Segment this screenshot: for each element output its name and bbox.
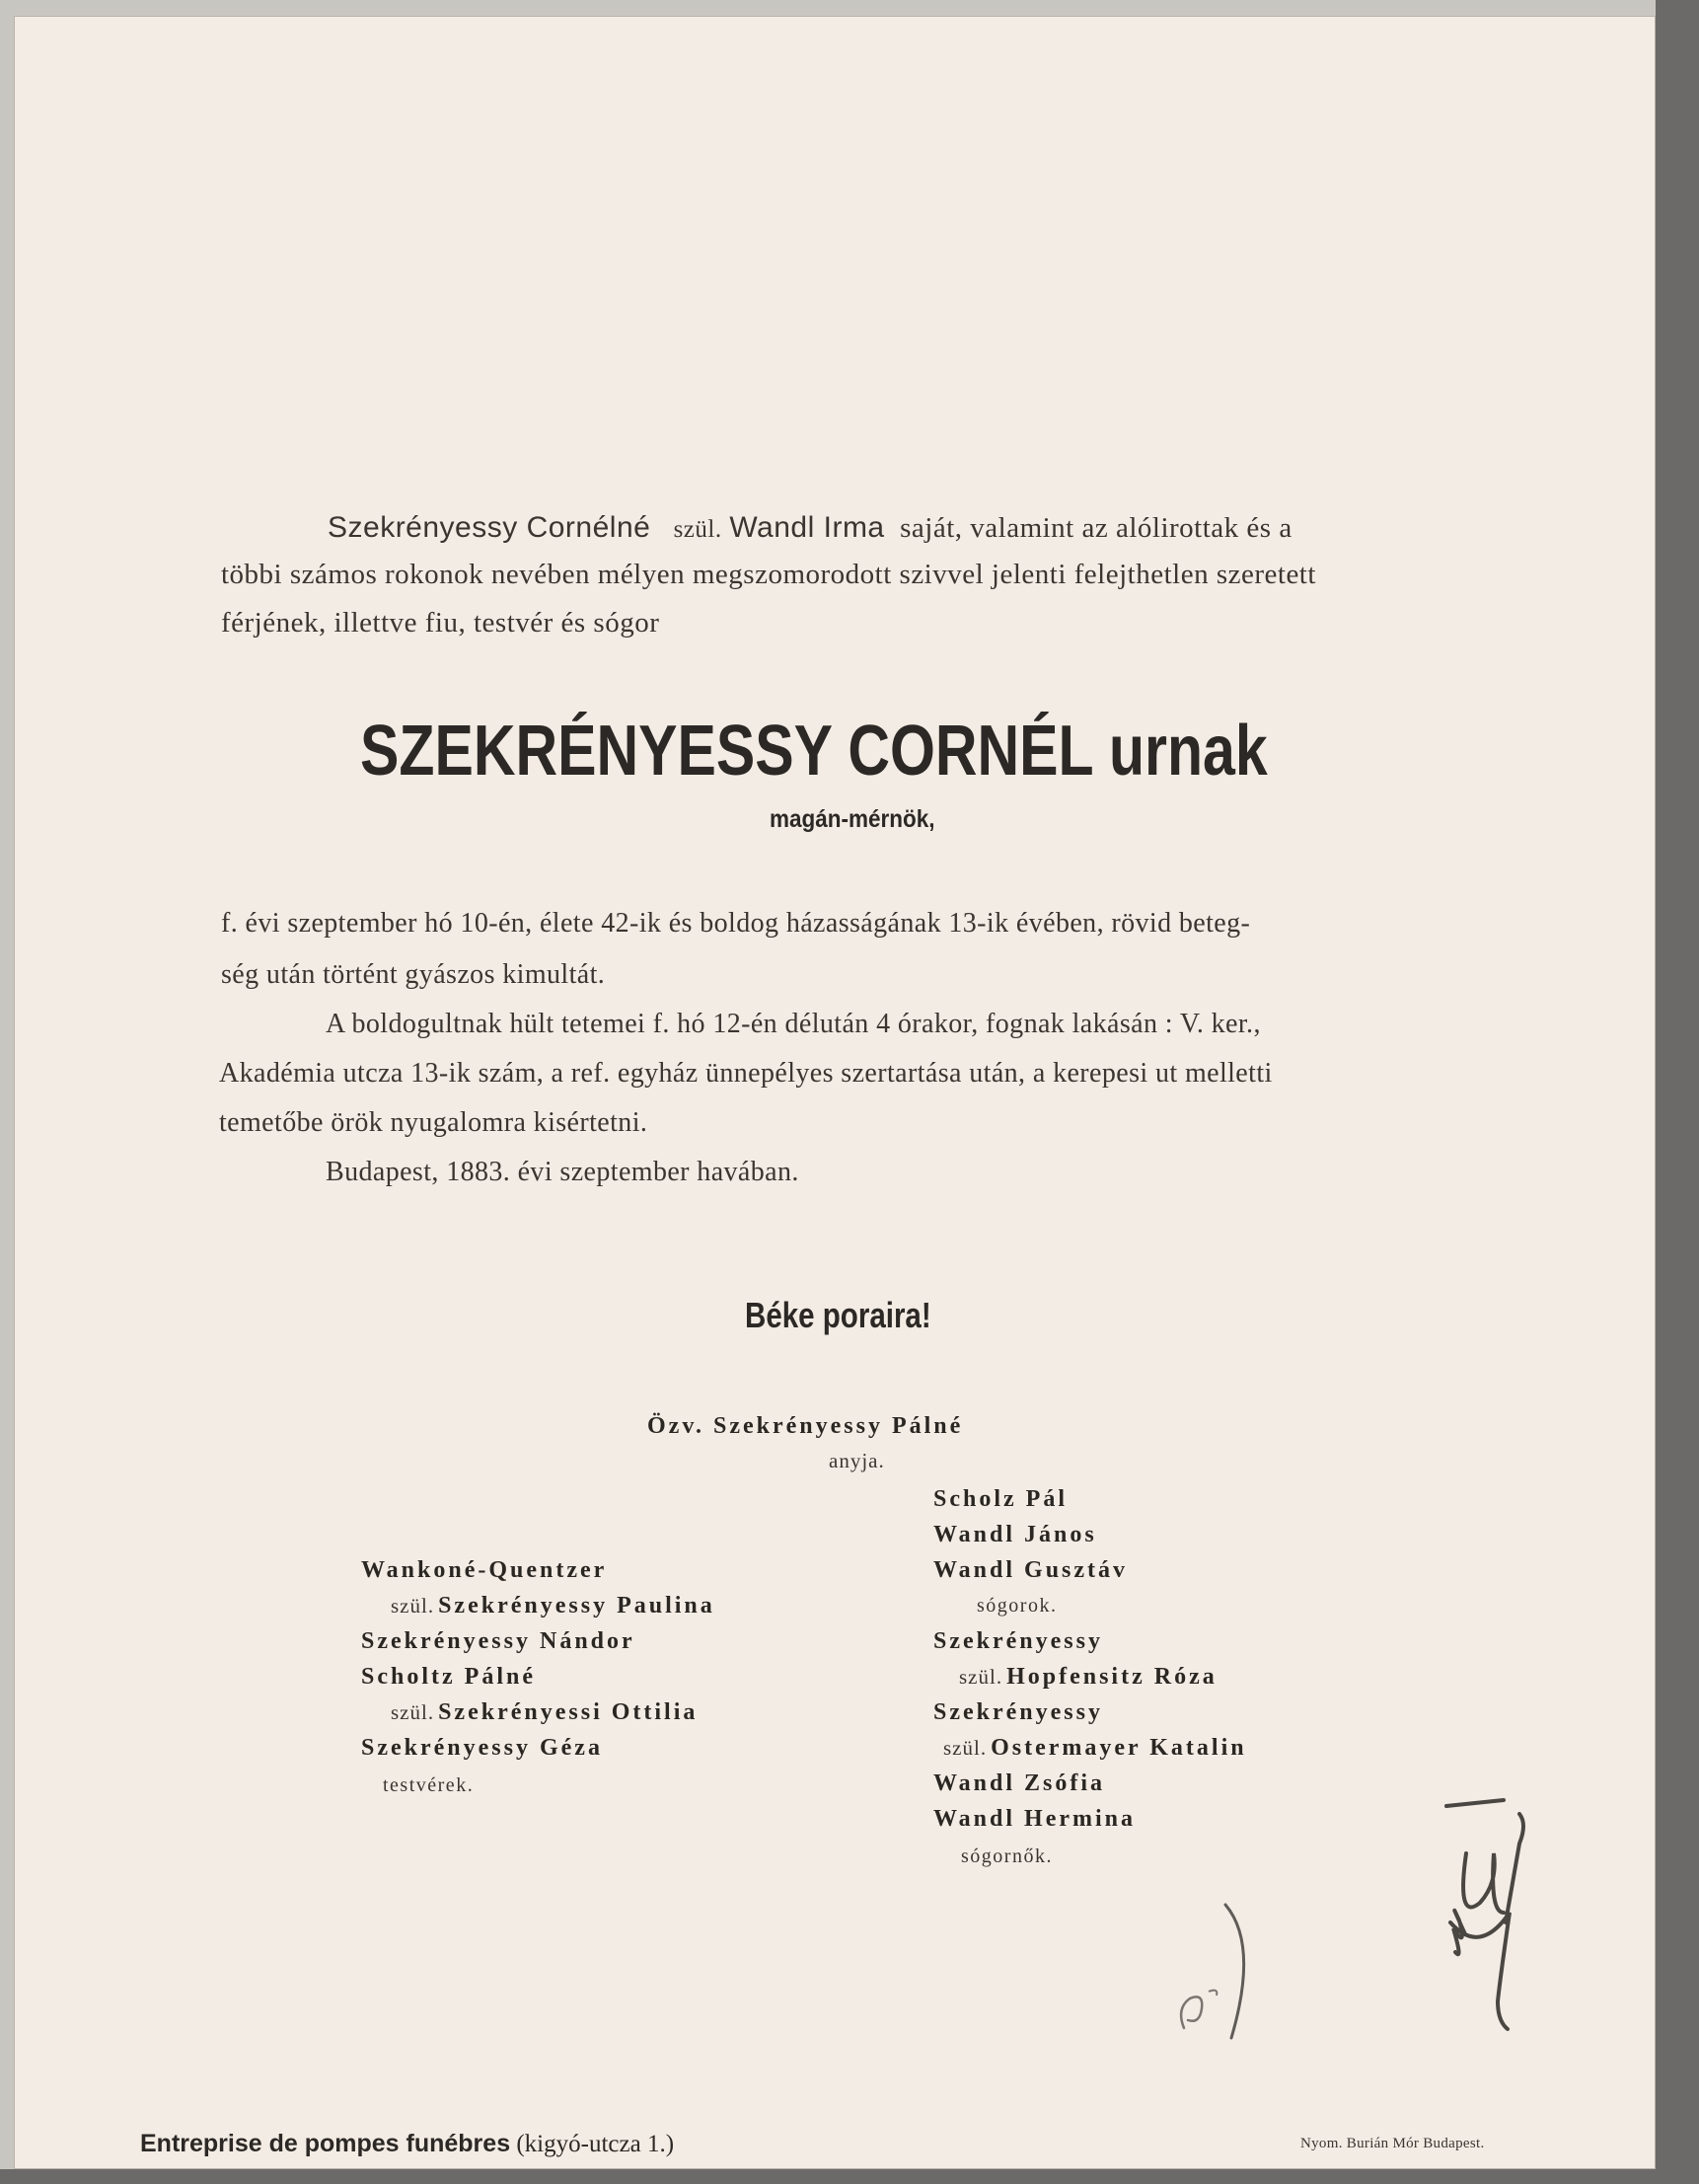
sister-in-law-name: Wandl Hermina xyxy=(933,1806,1137,1832)
pencil-annotation-number xyxy=(1440,1796,1559,1954)
born-label: szül. xyxy=(391,1700,435,1724)
born-label: szül. xyxy=(959,1665,1003,1689)
born-label: szül. xyxy=(673,516,722,543)
widow-maiden-name: Wandl Irma xyxy=(729,511,885,544)
body-line-2: ség után történt gyászos kimultát. xyxy=(221,959,606,990)
scan-border-bottom xyxy=(0,2169,1699,2184)
sister-in-law-name: Szekrényessy xyxy=(933,1628,1103,1654)
deceased-profession: magán-mérnök, xyxy=(770,805,935,833)
date-line: Budapest, 1883. évi szeptember havában. xyxy=(326,1157,799,1187)
sibling-name: Scholtz Pálné xyxy=(361,1664,536,1690)
born-label: szül. xyxy=(391,1594,435,1618)
sibling-maiden-name: Szekrényessy Paulina xyxy=(438,1593,715,1619)
mother-role: anyja. xyxy=(829,1449,885,1472)
sister-in-law-name: Wandl Zsófia xyxy=(933,1770,1106,1796)
sibling-name: Szekrényessy Géza xyxy=(361,1735,603,1761)
deceased-name: SZEKRÉNYESSY CORNÉL urnak xyxy=(360,712,1268,791)
brother-in-law-name: Scholz Pál xyxy=(933,1486,1068,1512)
sisters-in-law-role: sógornők. xyxy=(961,1845,1053,1867)
sister-in-law-maiden-name: Ostermayer Katalin xyxy=(991,1735,1247,1761)
footer-undertaker-address: (kigyó-utcza 1.) xyxy=(516,2131,675,2157)
intro-line-1-rest: saját, valamint az alólirottak és a xyxy=(900,512,1293,544)
body-line-3: A boldogultnak hült tetemei f. hó 12-én délután 4 órakor, fognak lakásán : V. ker., xyxy=(326,1009,1261,1039)
intro-line-3: férjének, illettve fiu, testvér és sógor xyxy=(221,607,660,639)
sibling-sub xyxy=(391,1699,698,1726)
footer-undertaker-name: Entreprise de pompes funébres xyxy=(140,2130,511,2157)
body-line-4: Akadémia utcza 13-ik szám, a ref. egyház ünnepélyes szertartása után, a kerepesi ut melletti xyxy=(219,1058,1273,1089)
widow-name: Szekrényessy Cornélné xyxy=(328,511,651,544)
intro-line-2: többi számos rokonok nevében mélyen megszomorodott szivvel jelenti felejthetlen szeretett xyxy=(221,559,1316,590)
sibling-maiden-name: Szekrényessi Ottilia xyxy=(438,1699,699,1725)
born-label: szül. xyxy=(943,1736,988,1760)
footer-undertaker xyxy=(140,2130,674,2158)
scan-border-right xyxy=(1656,0,1699,2184)
sister-in-law-sub xyxy=(943,1735,1247,1762)
footer-printer: Nyom. Burián Mór Budapest. xyxy=(1300,2136,1485,2151)
paper-sheet xyxy=(14,16,1656,2169)
sibling-sub xyxy=(391,1593,715,1619)
sister-in-law-name: Szekrényessy xyxy=(933,1699,1103,1725)
body-line-1: f. évi szeptember hó 10-én, élete 42-ik és boldog házasságának 13-ik évében, rövid beteg- xyxy=(221,908,1251,939)
sibling-name: Szekrényessy Nándor xyxy=(361,1628,635,1654)
siblings-role: testvérek. xyxy=(383,1774,475,1796)
brother-in-law-name: Wandl János xyxy=(933,1522,1097,1547)
peace-heading: Béke poraira! xyxy=(745,1295,931,1335)
sister-in-law-maiden-name: Hopfensitz Róza xyxy=(1006,1664,1218,1690)
mother-name: Özv. Szekrényessy Pálné xyxy=(647,1413,964,1439)
brothers-in-law-role: sógorok. xyxy=(977,1595,1058,1617)
sibling-name: Wankoné-Quentzer xyxy=(361,1557,608,1583)
brother-in-law-name: Wandl Gusztáv xyxy=(933,1557,1129,1583)
intro-line-1 xyxy=(328,511,1293,545)
body-line-5: temetőbe örök nyugalomra kisértetni. xyxy=(219,1107,648,1138)
sister-in-law-sub xyxy=(959,1664,1218,1691)
